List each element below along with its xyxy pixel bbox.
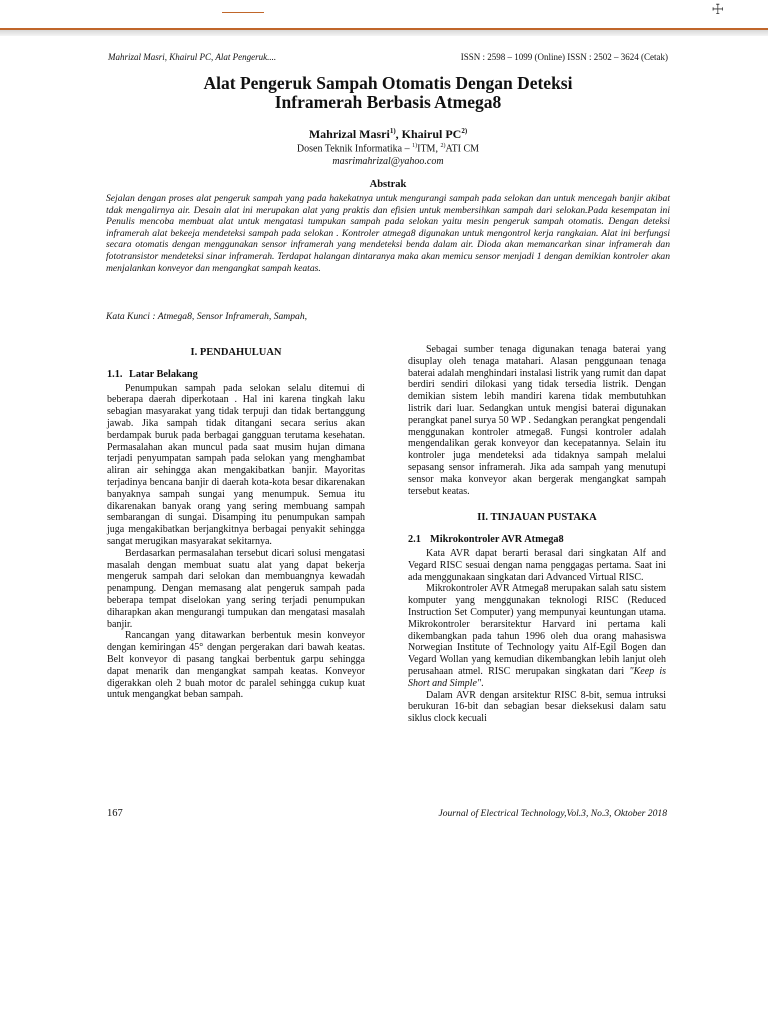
running-header-issn: ISSN : 2598 – 1099 (Online) ISSN : 2502 – 3624 (Cetak) [460, 52, 668, 62]
affiliation-prefix: Dosen Teknik Informatika – [296, 143, 413, 155]
paragraph [408, 583, 666, 689]
paper-title [108, 74, 668, 112]
keywords: Kata Kunci : Atmega8, Sensor Inframerah, Sampah, [106, 311, 308, 322]
subsection-heading-latar-belakang [107, 369, 365, 381]
section-heading-tinjauan-pustaka: II. TINJAUAN PUSTAKA [477, 512, 597, 524]
subsection-heading-avr [408, 534, 666, 546]
corner-ornament-icon: ☩ [711, 3, 724, 18]
author-list [108, 127, 668, 142]
affiliation-marker-1: 1) [412, 143, 418, 149]
running-header-authors: Mahrizal Masri, Khairul PC, Alat Pengeruk.... [108, 52, 277, 62]
subsection-title: Latar Belakang [129, 368, 198, 380]
left-column [107, 344, 365, 701]
author-2-marker: 2) [461, 127, 468, 135]
right-column [408, 344, 666, 725]
abstract-body: Sejalan dengan proses alat pengeruk sampah yang pada hakekatnya untuk mengurangi sampah pada selokan dan untuk mencegah banjir akibat tdak mengalirnya air. Desain alat ini merupakan alat yang praktis dan efisien untuk membersihkan sampah dari selokan.Pada kesempatan ini Penulis mencoba membuat alat untuk mengatasi tumpukan sampah pada selokan yaitu mesin pengeruk sampah otomatis. Dengan deteksi inframerah alat bekeeja mendeteksi sampah pada selokan . Kontroler atmega8 digunakan untuk mengontrol kerja rangkaian. Alat ini berfungsi secara otomatis dengan menggunakan sensor inframerah yang mendeteksi benda dalam air. Dioda akan memancarkan sinar inframerah dan fototransistor mendeteksi sinar inframerah. Terdapat halangan dintaranya maka akan memicu sensor menjadi 1 dengan demikian kontroler akan menjalankan konveyor dan mengangkat sampah keatas. [106, 193, 670, 274]
subsection-number: 2.1 [408, 534, 421, 546]
section-heading-pendahuluan: I. PENDAHULUAN [190, 347, 282, 358]
author-email[interactable]: masrimahrizal@yahoo.com [332, 156, 444, 167]
running-header [108, 52, 668, 62]
paragraph: Dalam AVR dengan arsitektur RISC 8-bit, semua intruksi berukuran 16-bit dan sebagian besar dieksekusi dalam satu siklus clock kecuali [408, 689, 666, 725]
journal-citation: Journal of Electrical Technology,Vol.3, No.3, Oktober 2018 [438, 808, 667, 819]
affiliation [108, 143, 668, 154]
paragraph: Rancangan yang ditawarkan berbentuk mesin konveyor dengan kemiringan 45° dengan pergerakan dari bawah keatas. Belt konveyor di pasang tangkai berbentuk garpu sehingga dapat menarik dan mengangkat sampah keatas. Konveyor digerakkan oleh 2 buah motor dc paralel sehingga cukup kuat untuk mengangkat beban sampah. [107, 630, 365, 701]
paragraph: Berdasarkan permasalahan tersebut dicari solusi mengatasi masalah dengan membuat suatu alat yang dapat bekerja mengeruk sampah dari selokan dan membuangnya kewadah penampung. Dengan memasang alat pengeruk sampah pada beberapa tempat diselokan yang sering terjadi penumpukan diharapkan akan mengurangi tumpukan dan mengatasi masalah banjir. [107, 547, 365, 630]
spacer [408, 497, 666, 509]
affiliation-mid: ITM, [417, 143, 441, 155]
page-footer [107, 808, 667, 819]
author-1-marker: 1) [389, 127, 396, 135]
paragraph: Kata AVR dapat berarti berasal dari singkatan Alf and Vegard RISC sesuai dengan nama penggagas pertama. Saat ini ada menggunakaan singkatan dari Advanced Virtual RISC. [408, 547, 666, 583]
paragraph-text: Mikrokontroler AVR Atmega8 merupakan salah satu sistem komputer yang menggunakan teknologi RISC (Reduced Instruction Set Computer) yang mempunyai keuntungan utama. Mikrokontroler berarsitektur Harvard ini pertama kali dikembangkan pada tahun 1996 oleh dua orang mahasiswa Norwegian Institute of Technology yaitu Alf-Egil Bogen dan Vegard Wollan yang kemudian dikembangkan lebih lanjut oleh perusahaan atmel. RISC merupakan singkatan dari [408, 583, 666, 677]
paragraph-emphasis: "Keep is Short and Simple" [408, 665, 667, 689]
subsection-number: 1.1. [107, 368, 123, 380]
paragraph: Penumpukan sampah pada selokan selalu ditemui di beberapa daerah diperkotaan . Hal ini karena tingkah laku sebagian masyarakat yang tidak terpuji dan tidak bertanggung jawab. Jika sampah tidak ditangani secara serius akan berdampak buruk pada berbagai gangguan terutama kesehatan. Permasalahan akan muncul pada saat musim hujan dimana terjadi penyumpatan sampah pada selokan yang menghambat aliran air sehingga akan mengakibatkan banjir. Mayoritas terjadinya bencana banjir di daerah kota-kota besar dikarenakan banyaknya sampah sungai yang menumpuk. Semua itu dikarenakan banyak orang yang sering membuang sampah sembarangan di sungai. Disamping itu penumpukan sampah juga mengakibatkan berjangkitnya berbagai penyakit sehingga sangat merugikan masyarakat sekitarnya. [107, 382, 365, 547]
author-separator: , [395, 127, 402, 141]
paragraph: Sebagai sumber tenaga digunakan tenaga baterai yang disuplay oleh tenaga matahari. Alasan penggunaan tenaga baterai adalah menghindari instalasi listrik yang rumit dan dapat berdiri sendiri dilokasi yang tidak tersedia listrik. Dengan demikian sistem lebih mandiri karena tidak membutuhkan listrik dari luar. Sedangkan untuk mengisi baterai digunakan perangkat panel surya 50 WP . Sedangkan perangkat pengendali menggunakan kontroler atmega8. Fungsi kontroler adalah mengendalikan gerak konveyor dan kecepatannya. Selain itu kontroler juga mendeteksi ada tidaknya sampah melalui sepasang sensor inframerah. Jika ada sampah yang menutupi sensor maka konveyor akan bergerak mengangkat sampah tersebut keatas. [408, 344, 666, 497]
page-number: 167 [107, 808, 123, 819]
subsection-title: Mikrokontroler AVR Atmega8 [430, 534, 564, 546]
author-1: Mahrizal Masri [308, 127, 390, 141]
affiliation-marker-2: 2) [440, 143, 446, 149]
paper-title-line2: Inframerah Berbasis Atmega8 [274, 92, 502, 112]
paper-title-line1: Alat Pengeruk Sampah Otomatis Dengan Deteksi [203, 73, 573, 93]
affiliation-suffix: ATI CM [445, 143, 480, 155]
paragraph-end: . [481, 677, 484, 689]
abstract-heading: Abstrak [369, 179, 407, 190]
author-2: Khairul PC [401, 127, 462, 141]
